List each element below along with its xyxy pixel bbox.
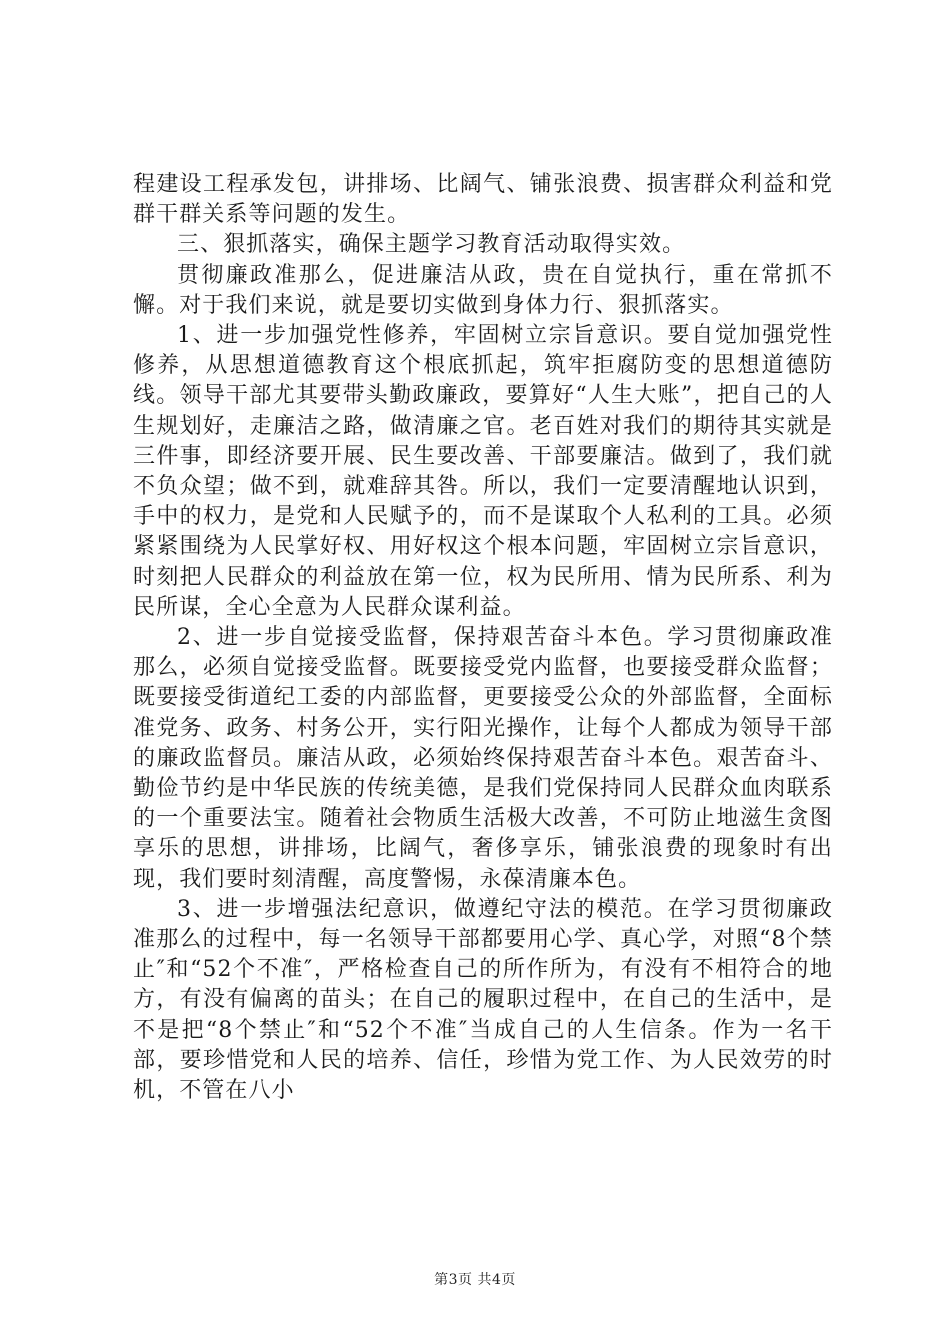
paragraph-continuation: 程建设工程承发包，讲排场、比阔气、铺张浪费、损害群众利益和党群干群关系等问题的发生。 <box>133 172 833 228</box>
paragraph: 1、进一步加强党性修养，牢固树立宗旨意识。要自觉加强党性修养，从思想道德教育这个根底抓起，筑牢拒腐防变的思想道德防线。领导干部尤其要带头勤政廉政，要算好“人生大账”，把自己的人生规划好，走廉洁之路，做清廉之官。老百姓对我们的期待其实就是三件事，即经济要开展、民生要改善、干部要廉洁。做到了，我们就不负众望；做不到，就难辞其咎。所以，我们一定要清醒地认识到，手中的权力，是党和人民赋予的，而不是谋取个人私利的工具。必须紧紧围绕为人民掌好权、用好权这个根本问题，牢固树立宗旨意识，时刻把人民群众的利益放在第一位，权为民所用、情为民所系、利为民所谋，全心全意为人民群众谋利益。 <box>133 323 833 620</box>
paragraph: 贯彻廉政准那么，促进廉洁从政，贵在自觉执行，重在常抓不懈。对于我们来说，就是要切实做到身体力行、狠抓落实。 <box>133 262 833 318</box>
section-heading: 三、狠抓落实，确保主题学习教育活动取得实效。 <box>177 232 686 258</box>
page-footer: 第3页 共4页 <box>434 1272 516 1288</box>
document-body <box>133 170 833 1106</box>
paragraph: 3、进一步增强法纪意识，做遵纪守法的模范。在学习贯彻廉政准那么的过程中，每一名领导干部都要用心学、真心学，对照“8个禁止″和“52个不准″，严格检查自己的所作所为，有没有不相符合的地方，有没有偏离的苗头；在自己的履职过程中，在自己的生活中，是不是把“8个禁止″和“52个不准″当成自己的人生信条。作为一名干部，要珍惜党和人民的培养、信任，珍惜为党工作、为人民效劳的时机，不管在八小 <box>133 896 833 1104</box>
paragraph: 2、进一步自觉接受监督，保持艰苦奋斗本色。学习贯彻廉政准那么，必须自觉接受监督。既要接受党内监督，也要接受群众监督；既要接受街道纪工委的内部监督，更要接受公众的外部监督，全面标准党务、政务、村务公开，实行阳光操作，让每个人都成为领导干部的廉政监督员。廉洁从政，必须始终保持艰苦奋斗本色。艰苦奋斗、勤俭节约是中华民族的传统美德，是我们党保持同人民群众血肉联系的一个重要法宝。随着社会物质生活极大改善，不可防止地滋生贪图享乐的思想，讲排场，比阔气，奢侈享乐，铺张浪费的现象时有出现，我们要时刻清醒，高度警惕，永葆清廉本色。 <box>133 625 833 892</box>
